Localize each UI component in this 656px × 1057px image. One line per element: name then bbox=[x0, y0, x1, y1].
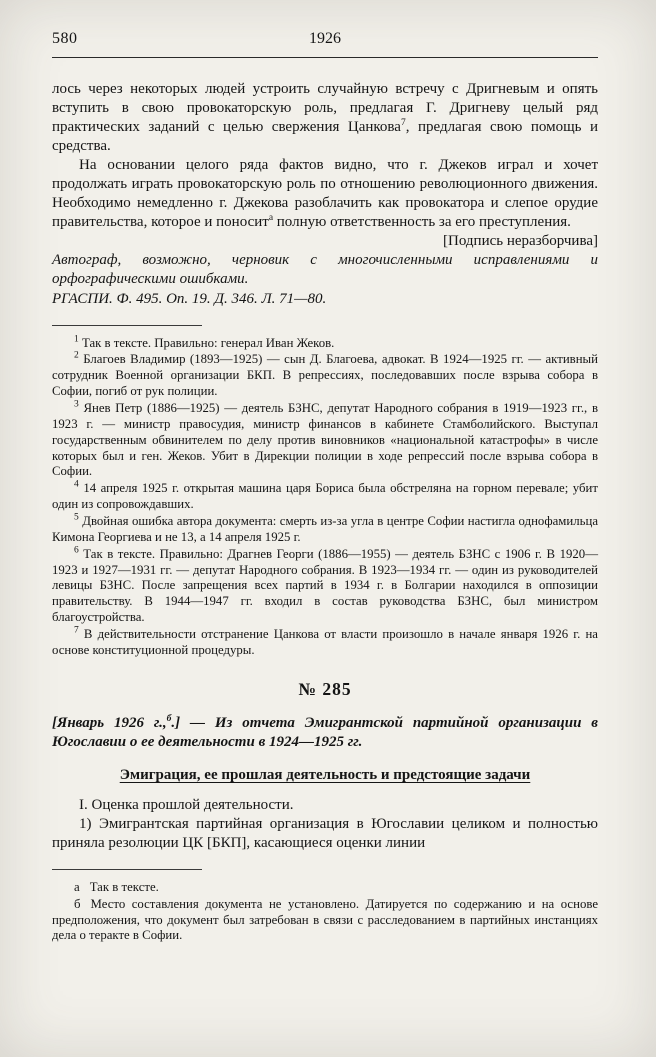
footnote bbox=[52, 352, 598, 400]
footnote-text: Янев Петр (1886—1925) — деятель БЗНС, депутат Народного собрания в 1919—1923 гг., в 1923 г. — министр правосудия, министр финансов в кабинете Стамболийского. Выступал государственным обвинителем по делу против виновников «национальной катастрофы» в числе которых был и ген. Жеков. Убит в Дирекции полиции в ходе репрессий после взрыва собора в Софии. bbox=[52, 401, 598, 479]
footnote-separator bbox=[52, 325, 202, 326]
footnote-number: 6 bbox=[74, 545, 79, 556]
section-heading bbox=[52, 767, 598, 784]
document-paragraph-2: 1) Эмигрантская партийная организация в Югославии целиком и полностью приняла резолюции ЦК [БКП], касающиеся оценки линии bbox=[52, 815, 598, 851]
letter-footnote-text: Так в тексте. bbox=[89, 879, 159, 894]
document-paragraph-1: I. Оценка прошлой деятельности. bbox=[79, 796, 294, 813]
letter-footnote-marker: б bbox=[74, 896, 81, 911]
footnote bbox=[52, 401, 598, 480]
footnote bbox=[52, 514, 598, 546]
paragraph-text: лось через некоторых людей устроить случайную встречу с Дригневым и опять вступить в свою провокаторскую роль, предлагая Г. Дригневу целый ряд практических заданий с целью свержения Цанкова bbox=[52, 81, 598, 136]
footnote-number: 3 bbox=[74, 399, 79, 410]
document-number: № 285 bbox=[298, 678, 352, 699]
letter-footnote bbox=[52, 897, 598, 945]
footnote-ref-a: а bbox=[268, 213, 274, 224]
footnote-number: 7 bbox=[74, 625, 79, 636]
paragraph-text: полную ответственность за его преступления. bbox=[273, 214, 571, 231]
archeographic-note: Автограф, возможно, черновик с многочисленными исправлениями и орфографическими ошибками. bbox=[52, 252, 598, 288]
footnote-text: Благоев Владимир (1893—1925) — сын Д. Благоева, адвокат. В 1924—1925 гг. — активный сотрудник Военной организации БКП. В репрессиях, последовавших после взрыва собора в Софии, погиб от рук полиции. bbox=[52, 352, 598, 399]
page-number: 580 bbox=[52, 30, 78, 47]
footnote-text: Так в тексте. Правильно: Драгнев Георги (1886—1955) — деятель БЗНС с 1906 г. В 1920—1923 и 1927—1931 гг. — депутат Народного собрания. В 1923—1934 гг. — один из руководителей левицы БЗНС. После запрещения всех партий в 1934 г. в Болгарии находился в оппозиции правительству. В 1944—1947 гг. входил в состав руководства БЗНС, был министром благоустройства. bbox=[52, 546, 599, 625]
footnote-number: 5 bbox=[74, 512, 79, 523]
letter-footnote-marker: а bbox=[74, 879, 80, 894]
body-paragraph-1 bbox=[52, 80, 598, 156]
document-heading bbox=[52, 714, 598, 753]
archive-reference: РГАСПИ. Ф. 495. Оп. 19. Д. 346. Л. 71—80. bbox=[52, 290, 327, 307]
footnote bbox=[52, 627, 598, 659]
letter-footnote bbox=[52, 880, 598, 896]
footnote bbox=[52, 481, 598, 513]
footnote-text: 14 апреля 1925 г. открытая машина царя Бориса была обстреляна на горном перевале; убит один из сопровождавших. bbox=[52, 481, 598, 512]
footnote-text: В действительности отстранение Цанкова от власти произошло в начале января 1926 г. на основе конституционной процедуры. bbox=[52, 627, 598, 657]
letter-footnote-text: Место составления документа не установлено. Датируется по содержанию и на основе предположения, что документ был затребован в связи с расследованием в партийных инстанциях дела о теракте в Софии. bbox=[52, 896, 598, 943]
paragraph-text: На основании целого ряда фактов видно, что г. Джеков играл и хочет продолжать играть провокаторскую роль по отношению революционного движения. Необходимо немедленно г. Джекова разоблачить как провокатора и слепое орудие правительства, которое и поносит bbox=[52, 157, 598, 231]
footnote-number: 2 bbox=[74, 351, 79, 362]
footnote-ref-7: 7 bbox=[400, 118, 406, 129]
footnote bbox=[52, 547, 598, 626]
letter-footnotes-block bbox=[52, 880, 598, 944]
heading-text: .] — Из отчета Эмигрантской партийной организации в Югославии о ее деятельности в 1924—1925 гг. bbox=[52, 714, 598, 751]
footnote bbox=[52, 336, 598, 352]
section-heading-text: Эмиграция, ее прошлая деятельность и предстоящие задачи bbox=[119, 766, 531, 783]
document-body bbox=[52, 796, 598, 853]
header-rule bbox=[52, 57, 598, 58]
main-text bbox=[52, 80, 598, 309]
heading-text: [Январь 1926 г., bbox=[52, 714, 167, 731]
footnote-text: Так в тексте. Правильно: генерал Иван Жеков. bbox=[81, 335, 335, 350]
footnote-text: Двойная ошибка автора документа: смерть из-за угла в центре Софии настигла однофамильца Кимона Георгиева и не 13, а 14 апреля 1925 г. bbox=[52, 514, 598, 544]
signature-note: [Подпись неразборчива] bbox=[443, 233, 598, 250]
footnotes-block bbox=[52, 336, 598, 659]
paragraph-text: , предлагая свою помощь и средства. bbox=[52, 119, 599, 155]
footnote-number: 4 bbox=[74, 480, 79, 491]
footnote-ref-b: б bbox=[166, 713, 172, 724]
footnote-number: 1 bbox=[74, 334, 79, 345]
running-head-year: 1926 bbox=[309, 30, 341, 47]
letter-footnote-separator bbox=[52, 869, 202, 870]
body-paragraph-2 bbox=[52, 156, 598, 232]
page-header bbox=[52, 30, 598, 54]
